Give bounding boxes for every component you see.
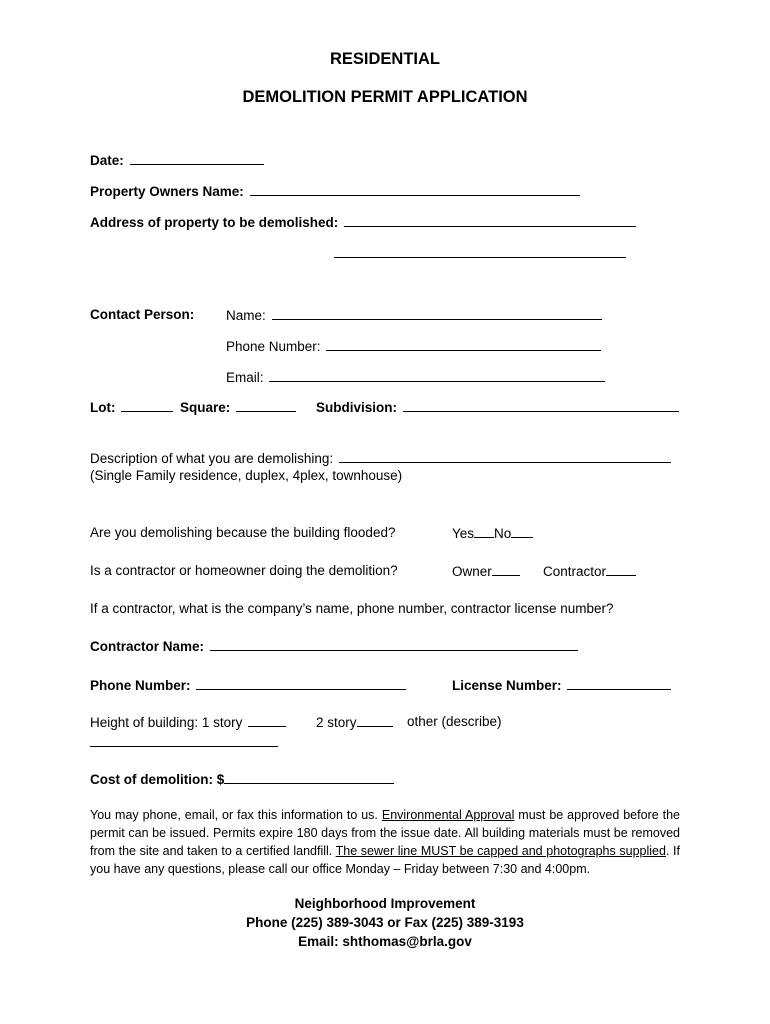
environmental-approval-text: Environmental Approval <box>381 808 515 822</box>
footer-phone-fax: Phone (225) 389-3043 or Fax (225) 389-3193 <box>246 915 524 930</box>
lot-blank[interactable] <box>121 399 173 412</box>
other-describe-row <box>90 734 278 751</box>
lot-label: Lot: <box>90 400 116 415</box>
subdivision-label: Subdivision: <box>316 400 397 415</box>
description-label: Description of what you are demolishing: <box>90 451 334 466</box>
address-label: Address of property to be demolished: <box>90 215 339 230</box>
owner-option-blank[interactable] <box>492 563 520 576</box>
contractor-phone-blank[interactable] <box>196 677 406 690</box>
license-number-row <box>452 677 671 694</box>
date-row <box>90 152 264 169</box>
contractor-phone-row <box>90 677 406 694</box>
square-row <box>180 399 296 416</box>
story1-blank[interactable] <box>248 714 286 727</box>
notice-part2: must be approved before the permit can be issued. Permits expire 180 days from the issue date. All building materials must be removed from the site and taken to a certified landfill. <box>90 808 680 858</box>
notice-part3: . If you have any questions, please call our office Monday – Friday between 7:30 and 4:00pm. <box>90 844 680 876</box>
sewer-requirement-text: The sewer line MUST be capped and photographs supplied <box>335 844 666 858</box>
yes-blank[interactable] <box>474 525 494 538</box>
contractor-name-label: Contractor Name: <box>90 639 205 654</box>
other-describe-blank[interactable] <box>90 734 278 747</box>
lot-row <box>90 399 173 416</box>
notice-paragraph <box>90 806 680 878</box>
footer-office: Neighborhood Improvement <box>294 896 476 911</box>
owner-row <box>90 183 580 200</box>
footer-email: Email: shthomas@brla.gov <box>298 934 472 949</box>
cost-row <box>90 771 394 788</box>
square-label: Square: <box>180 400 231 415</box>
contact-phone-blank[interactable] <box>326 338 601 351</box>
contact-name-row <box>226 307 602 324</box>
height-row <box>90 714 286 731</box>
address-row-2 <box>334 245 626 262</box>
subdivision-blank[interactable] <box>403 399 679 412</box>
flooded-question: Are you demolishing because the building flooded? <box>90 525 396 540</box>
date-blank[interactable] <box>130 152 264 165</box>
who-question: Is a contractor or homeowner doing the demolition? <box>90 563 398 578</box>
contractor-name-blank[interactable] <box>210 638 578 651</box>
date-label: Date: <box>90 153 124 168</box>
contact-person-label: Contact Person: <box>90 307 195 322</box>
description-hint: (Single Family residence, duplex, 4plex, townhouse) <box>90 468 403 483</box>
cost-blank[interactable] <box>224 771 394 784</box>
owner-blank[interactable] <box>250 183 580 196</box>
owner-label: Property Owners Name: <box>90 184 244 199</box>
no-label: No <box>494 526 512 541</box>
contractor-option-label: Contractor <box>543 564 607 579</box>
form-title-line2: DEMOLITION PERMIT APPLICATION <box>242 88 528 106</box>
height-label: Height of building: 1 story <box>90 715 243 730</box>
owner-option-row <box>452 563 520 580</box>
contact-name-blank[interactable] <box>272 307 602 320</box>
contractor-option-blank[interactable] <box>606 563 636 576</box>
story2-blank[interactable] <box>357 714 393 727</box>
contractor-option-row <box>543 563 636 580</box>
license-number-blank[interactable] <box>567 677 671 690</box>
form-title-line1: RESIDENTIAL <box>329 50 440 68</box>
contact-phone-label: Phone Number: <box>226 339 321 354</box>
notice-part1: You may phone, email, or fax this information to us. <box>90 808 382 822</box>
address-blank[interactable] <box>344 214 636 227</box>
subdivision-row <box>316 399 679 416</box>
contact-name-label: Name: <box>226 308 266 323</box>
contact-email-blank[interactable] <box>269 369 605 382</box>
other-label: other (describe) <box>407 714 502 729</box>
owner-option-label: Owner <box>452 564 492 579</box>
contact-email-label: Email: <box>226 370 264 385</box>
contact-email-row <box>226 369 605 386</box>
description-row <box>90 450 671 467</box>
cost-label: Cost of demolition: $ <box>90 772 225 787</box>
contractor-info-question: If a contractor, what is the company’s name, phone number, contractor license number? <box>90 601 614 616</box>
yes-label: Yes <box>452 526 475 541</box>
address-row <box>90 214 636 231</box>
contractor-name-row <box>90 638 578 655</box>
license-number-label: License Number: <box>452 678 562 693</box>
contact-phone-row <box>226 338 601 355</box>
story2-row <box>316 714 393 731</box>
description-blank[interactable] <box>339 450 671 463</box>
contractor-phone-label: Phone Number: <box>90 678 191 693</box>
no-blank[interactable] <box>511 525 533 538</box>
square-blank[interactable] <box>236 399 296 412</box>
story2-label: 2 story <box>316 715 357 730</box>
flooded-answers <box>452 525 533 542</box>
address-blank-2[interactable] <box>334 245 626 258</box>
